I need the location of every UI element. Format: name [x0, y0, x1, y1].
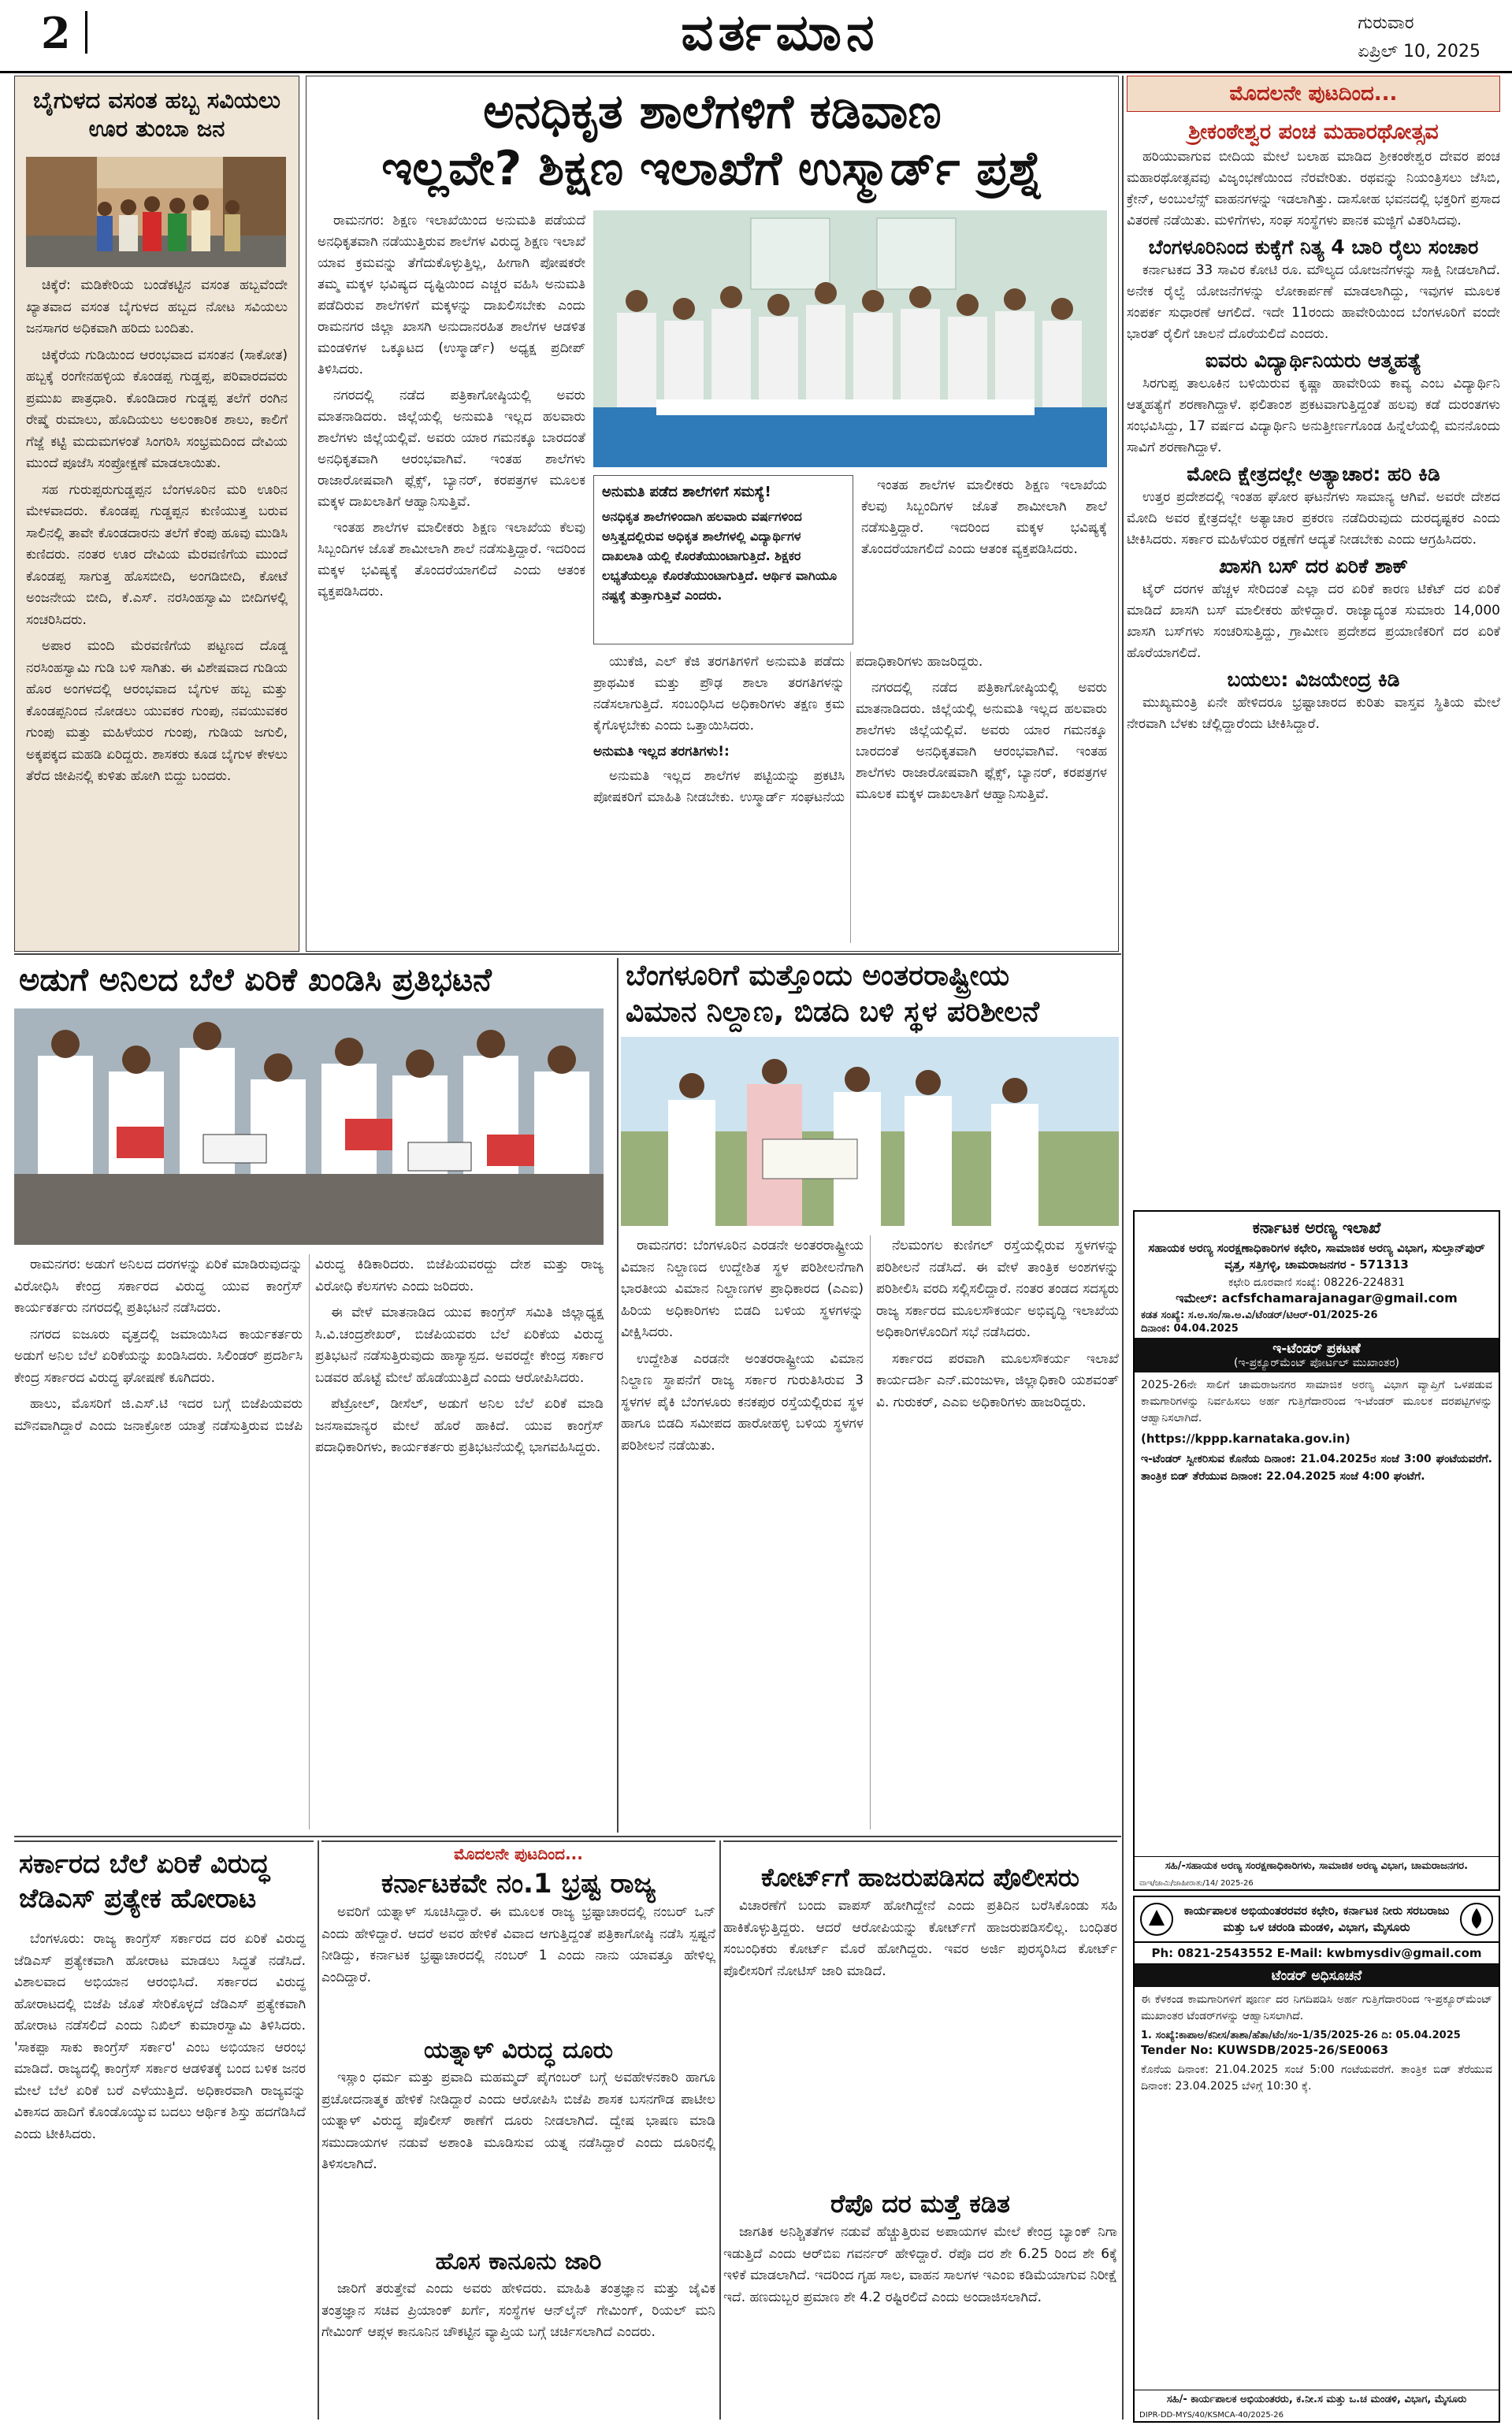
section-divider [14, 953, 1121, 955]
continued-heading: ಬಯಲು: ವಿಜಯೇಂದ್ರ ಕಿಡಿ [1227, 668, 1400, 691]
notice1-ref: ಕಡತ ಸಂಖ್ಯೆ: ಸ.ಅ.ಸಂ/ಸಾ.ಅ.ವಿ/ಟೆಂಡರ್/ಟಿಆರ್-01/2025-26 [1141, 1309, 1378, 1321]
corruption-body: ಅವರಿಗೆ ಯತ್ನಾಳ್ ಸೂಚಿಸಿದ್ದಾರೆ. ಈ ಮೂಲಕ ರಾಜ್ಯ ಭ್ರಷ್ಟಾಚಾರದಲ್ಲಿ ನಂಬರ್ ಒನ್ ಎಂದು ಹೇಳಿದ್ದಾರೆ. ಆದರೆ ಅವರ ಹೇಳಿಕೆ ವಿವಾದ ಆಗುತ್ತಿದ್ದಂತೆ ಪತ್ರಿಕಾಗೋಷ್ಠಿ ನಡೆಸಿ ಸ್ಪಷ್ಟನೆ ನೀಡಿದ್ದು, ಕರ್ನಾಟಕ ಭ್ರಷ್ಟಾಚಾರದಲ್ಲಿ ನಂಬರ್ 1 ಎಂದು ನಾನು ಯಾವತ್ತೂ ಹೇಳಿಲ್ಲ ಎಂದಿದ್ದಾರೆ. [321, 1904, 715, 1985]
airport-story-paragraph: ನೆಲಮಂಗಲ ಕುಣಿಗಲ್ ರಸ್ತೆಯಲ್ಲಿರುವ ಸ್ಥಳಗಳನ್ನು ಪರಿಶೀಲನೆ ನಡೆಸಿದೆ. ಈ ವೇಳೆ ತಾಂತ್ರಿಕ ಅಂಶಗಳನ್ನು ಪರಿಶೀಲಿಸಿ ವರದಿ ಸಲ್ಲಿಸಲಿದ್ದಾರೆ. ನಂತರ ತಂಡದ ಸದಸ್ಯರು ರಾಜ್ಯ ಸರ್ಕಾರದ ಮೂಲಸೌಕರ್ಯ ಅಭಿವೃದ್ಧಿ ಇಲಾಖೆಯ ಅಧಿಕಾರಿಗಳೊಂದಿಗೆ ಸಭೆ ನಡೆಸಿದರು. [876, 1238, 1119, 1340]
notice2-tender-no: Tender No: KUWSDB/2025-26/SE0063 [1141, 2043, 1389, 2057]
notice1-phone: ಕಛೇರಿ ದೂರವಾಣಿ ಸಂಖ್ಯೆ: 08226-224831 [1228, 1276, 1406, 1289]
newspaper-name: ವರ್ತಮಾನ [681, 3, 879, 62]
gas-story-paragraph: ಹಾಲು, ಮೊಸರಿಗೆ ಜಿ.ಎಸ್.ಟಿ ಇದರ ಬಗ್ಗೆ ಬಿಜೆಪಿಯವರು ಮೌನವಾಗಿದ್ದಾರೆ ಎಂದು ಜನಾಕ್ರೋಶ ಯಾತ್ರೆ ನಡೆಸುತ್ತಿರುವ ಬಿಜೆಪಿ ವಿರುದ್ಧ ಕಿಡಿಕಾರಿದರು. ಬಿಜೆಪಿಯವರದ್ದು ದೇಶ ಮತ್ತು ರಾಜ್ಯ ವಿರೋಧಿ ಕೆಲಸಗಳು ಎಂದು ಜರಿದರು. [14, 1257, 604, 1434]
continued-body: ಹರಿಯುವಾಗುವ ಬೀದಿಯ ಮೇಲೆ ಬಲಾಹ ಮಾಡಿದ ಶ್ರೀಕಂಠೇಶ್ವರ ದೇವರ ಪಂಚ ಮಹಾರಥೋತ್ಸವವು ವಿಜೃಂಭಣೆಯಿಂದ ನೆರವೇರಿತು. ರಥವನ್ನು ನಿಯಂತ್ರಿಸಲು ಜೆಸಿಬಿ, ಕ್ರೇನ್, ಅಂಬುಲೆನ್ಸ್ ವಾಹನಗಳನ್ನು ಇಡಲಾಗಿತ್ತು. ದಾಸೋಹ ಭವನದಲ್ಲಿ ಭಕ್ತರಿಗೆ ಪ್ರಸಾದ ವಿತರಣೆ ನಡೆಯಿತು. ಮಳಿಗೆಗಳು, ಸಂಘ ಸಂಸ್ಥೆಗಳು ಪಾನಕ ಮಜ್ಜಿಗೆ ವಿತರಿಸಿದವು. [1127, 149, 1500, 228]
top-story-paragraph: ರಾಮನಗರ: ಶಿಕ್ಷಣ ಇಲಾಖೆಯಿಂದ ಅನುಮತಿ ಪಡೆಯದೆ ಅನಧಿಕೃತವಾಗಿ ನಡೆಯುತ್ತಿರುವ ಶಾಲೆಗಳ ವಿರುದ್ಧ ಶಿಕ್ಷಣ ಇಲಾಖೆ ಯಾವ ಕ್ರಮವನ್ನು ತೆಗೆದುಕೊಳ್ಳುತ್ತಿಲ್ಲ, ಹೀಗಾಗಿ ಪೋಷಕರೇ ತಮ್ಮ ಮಕ್ಕಳ ಭವಿಷ್ಯದ ದೃಷ್ಟಿಯಿಂದ ಎಚ್ಚರ ವಹಿಸಿ ಅನುಮತಿ ಪಡೆದಿರುವ ಶಾಲೆಗಳಿಗೆ ಮಕ್ಕಳನ್ನು ದಾಖಲಿಸಬೇಕು ಎಂದು ರಾಮನಗರ ಜಿಲ್ಲಾ ಖಾಸಗಿ ಅನುದಾನರಹಿತ ಶಾಲೆಗಳ ಆಡಳಿತ ಮಂಡಳಿಗಳ ಒಕ್ಕೂಟದ (ಉಸ್ಮಾರ್ಡ್) ಅಧ್ಯಕ್ಷ ಪ್ರದೀಪ್ ತಿಳಿಸಿದರು. [318, 213, 585, 377]
repo-body: ಜಾಗತಿಕ ಅನಿಶ್ಚಿತತೆಗಳ ನಡುವೆ ಹೆಚ್ಚುತ್ತಿರುವ ಅಪಾಯಗಳ ಮೇಲೆ ಕೇಂದ್ರ ಬ್ಯಾಂಕ್ ನಿಗಾ ಇಡುತ್ತಿದೆ ಎಂದು ಆರ್‌ಬಿಐ ಗವರ್ನರ್ ಹೇಳಿದ್ದಾರೆ. ರೆಪೊ ದರ ಶೇ 6.25 ರಿಂದ ಶೇ 6ಕ್ಕೆ ಇಳಿಕೆ ಮಾಡಲಾಗಿದೆ. ಇದರಿಂದ ಗೃಹ ಸಾಲ, ವಾಹನ ಸಾಲಗಳ ಇಎಂಐ ಕಡಿಮೆಯಾಗುವ ನಿರೀಕ್ಷೆ ಇದೆ. ಹಣದುಬ್ಬರ ಪ್ರಮಾಣ ಶೇ 4.2 ರಷ್ಟಿರಲಿದೆ ಎಂದು ಅಂದಾಜಿಸಲಾಗಿದೆ. [723, 2224, 1117, 2305]
gas-story-paragraph: ಪೆಟ್ರೋಲ್, ಡೀಸೆಲ್, ಅಡುಗೆ ಅನಿಲ ಬೆಲೆ ಏರಿಕೆ ಮಾಡಿ ಜನಸಾಮಾನ್ಯರ ಮೇಲೆ ಹೊರೆ ಹಾಕಿದೆ. ಯುವ ಕಾಂಗ್ರೆಸ್ ಪದಾಧಿಕಾರಿಗಳು, ಕಾರ್ಯಕರ್ತರು ಪ್ರತಿಭಟನೆಯಲ್ಲಿ ಭಾಗವಹಿಸಿದ್ದರು. [315, 1396, 604, 1455]
notice2-title: ಟೆಂಡರ್ ಅಧಿಸೂಚನೆ [1135, 1965, 1499, 1987]
top-story-paragraph: ನಗರದಲ್ಲಿ ನಡೆದ ಪತ್ರಿಕಾಗೋಷ್ಠಿಯಲ್ಲಿ ಅವರು ಮಾತನಾಡಿದರು. ಜಿಲ್ಲೆಯಲ್ಲಿ ಅನುಮತಿ ಇಲ್ಲದ ಹಲವಾರು ಶಾಲೆಗಳು ಜಿಲ್ಲೆಯಲ್ಲಿವೆ. ಅವರು ಯಾರ ಗಮನಕ್ಕೂ ಬಾರದಂತೆ ಅನಧಿಕೃತವಾಗಿ ಆರಂಭವಾಗಿವೆ. ಇಂತಹ ಶಾಲೆಗಳು ರಾಜಾರೋಷವಾಗಿ ಫ್ಲೆಕ್ಸ್, ಬ್ಯಾನರ್, ಕರಪತ್ರಗಳ ಮೂಲಕ ಮಕ್ಕಳ ದಾಖಲಾತಿಗೆ ಆಹ್ವಾನಿಸುತ್ತಿವೆ. [318, 388, 585, 510]
notice2-code: DIPR-DD-MYS/40/KSMCA-40/2025-26 [1139, 2411, 1284, 2420]
new-law-body: ಜಾರಿಗೆ ತರುತ್ತೇವೆ ಎಂದು ಅವರು ಹೇಳಿದರು. ಮಾಹಿತಿ ತಂತ್ರಜ್ಞಾನ ಮತ್ತು ಜೈವಿಕ ತಂತ್ರಜ್ಞಾನ ಸಚಿವ ಪ್ರಿಯಾಂಕ್ ಖರ್ಗೆ, ಸಂಸ್ಥೆಗಳ ಆನ್‌ಲೈನ್ ಗೇಮಿಂಗ್, ರಿಯಲ್ ಮನಿ ಗೇಮಿಂಗ್ ಆಪ್ಗಳ ಕಾನೂನಿನ ಚೌಕಟ್ಟಿನ ವ್ಯಾಪ್ತಿಯ ಬಗ್ಗೆ ಚರ್ಚಿಸಲಾಗಿದೆ ಎಂದರು. [321, 2281, 715, 2340]
airport-story [621, 958, 1119, 1833]
airport-story-paragraph: ಉದ್ದೇಶಿತ ಎರಡನೇ ಅಂತರರಾಷ್ಟ್ರೀಯ ವಿಮಾನ ನಿಲ್ದಾಣ ಸ್ಥಾಪನೆಗೆ ರಾಜ್ಯ ಸರ್ಕಾರ ಗುರುತಿಸಿರುವ 3 ಸ್ಥಳಗಳ ಪೈಕಿ ಬೆಂಗಳೂರು ಕನಕಪುರ ರಸ್ತೆಯಲ್ಲಿರುವ ಸ್ಥಳ ಹಾಗೂ ಬಿಡದಿ ಸಮೀಪದ ಹಾರೋಹಳ್ಳಿ ಬಳಿಯ ಸ್ಥಳಗಳ ಪರಿಶೀಲನೆ ನಡೆಯಿತು. [621, 1350, 864, 1454]
court-body: ವಿಚಾರಣೆಗೆ ಬಂದು ವಾಪಸ್ ಹೋಗಿದ್ದೇನೆ ಎಂದು ಪ್ರತಿದಿನ ಬರೆಸಿಕೊಂಡು ಸಹಿ ಹಾಕಿಕೊಳ್ಳುತ್ತಿದ್ದರು. ಆದರೆ ಆರೋಪಿಯನ್ನು ಕೋರ್ಟ್‌ಗೆ ಹಾಜರುಪಡಿಸಲಿಲ್ಲ. ಬಂಧಿತರ ಸಂಬಂಧಿಕರು ಕೋರ್ಟ್ ಮೊರೆ ಹೋಗಿದ್ದರು. ಇವರ ಅರ್ಜಿ ಪುರಸ್ಕರಿಸಿದ ಕೋರ್ಟ್ ಪೊಲೀಸರಿಗೆ ನೋಟಿಸ್ ಜಾರಿ ಮಾಡಿದೆ. [723, 1898, 1117, 1979]
page-number: 2 [41, 8, 71, 58]
notice1-body: 2025-26ನೇ ಸಾಲಿಗೆ ಚಾಮರಾಜನಗರ ಸಾಮಾಜಿಕ ಅರಣ್ಯ ವಿಭಾಗ ವ್ಯಾಪ್ತಿಗೆ ಒಳಪಡುವ ಕಾಮಗಾರಿಗಳನ್ನು ನಿರ್ವಹಿಸಲು ಅರ್ಹ ಗುತ್ತಿಗೆದಾರರಿಂದ ಇ-ಟೆಂಡರ್ ಮೂಲಕ ದರಪಟ್ಟಿಗಳನ್ನು ಆಹ್ವಾನಿಸಲಾಗಿದೆ. [1141, 1379, 1492, 1424]
front-continued-items [1127, 118, 1500, 735]
notice2-dates: ಕೊನೆಯ ದಿನಾಂಕ: 21.04.2025 ಸಂಜೆ 5:00 ಗಂಟೆಯವರೆಗೆ. ತಾಂತ್ರಿಕ ಬಿಡ್ ತೆರೆಯುವ ದಿನಾಂಕ: 23.04.2025 ಬೆಳಿಗ್ಗೆ 10:30 ಕ್ಕೆ. [1141, 2063, 1492, 2093]
left-story-body [26, 275, 288, 793]
top-story-paragraph: ಯುಕೆಜಿ, ಎಲ್ ಕೆಜಿ ತರಗತಿಗಳಿಗೆ ಅನುಮತಿ ಪಡೆದು ಪ್ರಾಥಮಿಕ ಮತ್ತು ಪ್ರೌಢ ಶಾಲಾ ತರಗತಿಗಳನ್ನು ನಡೆಸಲಾಗುತ್ತಿದೆ. ಸಂಬಂಧಿಸಿದ ಅಧಿಕಾರಿಗಳು ತಕ್ಷಣ ಕ್ರಮ ಕೈಗೊಳ್ಳಬೇಕು ಎಂದು ಒತ್ತಾಯಿಸಿದರು. [593, 654, 845, 734]
issue-date: ಏಪ್ರಿಲ್ 10, 2025 [1358, 42, 1480, 61]
left-story-paragraph: ಚಿಕ್ಕೆರೆ: ಮಡಿಕೇರಿಯ ಬಂಡೆಕಟ್ಟಿನ ವಸಂತ ಹಬ್ಬವೆಂದೇ ಖ್ಯಾತವಾದ ವಸಂತ ಬೈಗುಳದ ಹಬ್ಬದ ನೋಟ ಸವಿಯಲು ಜನಸಾಗರ ಅಧಿಕವಾಗಿ ಹರಿದು ಬಂದಿತು. [26, 277, 288, 336]
top-story-paragraph: ಇಂತಹ ಶಾಲೆಗಳ ಮಾಲೀಕರು ಶಿಕ್ಷಣ ಇಲಾಖೆಯ ಕೆಲವು ಸಿಬ್ಬಂದಿಗಳ ಜೊತೆ ಶಾಮೀಲಾಗಿ ಶಾಲೆ ನಡೆಸುತ್ತಿದ್ದಾರೆ. ಇದರಿಂದ ಮಕ್ಕಳ ಭವಿಷ್ಯಕ್ಕೆ ತೊಂದರೆಯಾಗಲಿದೆ ಎಂದು ಆತಂಕ ವ್ಯಕ್ತಪಡಿಸಿದರು. [318, 520, 585, 600]
new-law-heading: ಹೊಸ ಕಾನೂನು ಜಾರಿ [435, 2248, 602, 2275]
airport-inspection-photo [621, 1037, 1119, 1226]
continued-heading: ಮೋದಿ ಕ್ಷೇತ್ರದಲ್ಲೇ ಅತ್ಯಾಚಾರ: ಹರಿ ಕಿಡಿ [1187, 462, 1440, 485]
top-story-body-right [861, 475, 1107, 656]
bottom-continued-label: ಮೊದಲನೇ ಪುಟದಿಂದ... [454, 1844, 583, 1863]
notice1-dates: ಇ-ಟೆಂಡರ್ ಸ್ವೀಕರಿಸುವ ಕೊನೆಯ ದಿನಾಂಕ: 21.04.2025ರ ಸಂಜೆ 3:00 ಘಂಟೆಯವರೆಗೆ. ತಾಂತ್ರಿಕ ಬಿಡ್ ತೆರೆಯುವ ದಿನಾಂಕ: 22.04.2025 ಸಂಜೆ 4:00 ಘಂಟೆಗೆ. [1141, 1453, 1492, 1483]
page-number-divider [85, 11, 87, 54]
gas-story-paragraph: ನಗರದ ಐಜೂರು ವೃತ್ತದಲ್ಲಿ ಜಮಾಯಿಸಿದ ಕಾರ್ಯಕರ್ತರು ಅಡುಗೆ ಅನಿಲ ಬೆಲೆ ಏರಿಕೆಯನ್ನು ಖಂಡಿಸಿದರು. ಸಿಲಿಂಡರ್ ಪ್ರದರ್ಶಿಸಿ ಕೇಂದ್ರ ಸರ್ಕಾರದ ವಿರುದ್ಧ ಘೋಷಣೆ ಕೂಗಿದರು. [14, 1326, 303, 1386]
meeting-photo [593, 210, 1107, 467]
meeting-photo-image [593, 210, 1107, 467]
government-emblem-icon [1139, 1902, 1174, 1937]
airport-story-paragraph: ಸರ್ಕಾರದ ಪರವಾಗಿ ಮೂಲಸೌಕರ್ಯ ಇಲಾಖೆ ಕಾರ್ಯದರ್ಶಿ ಎನ್.ಮಂಜುಳಾ, ಜಿಲ್ಲಾಧಿಕಾರಿ ಯಶವಂತ್ ವಿ. ಗುರುಕರ್, ಎಎಐ ಅಧಿಕಾರಿಗಳು ಹಾಜರಿದ್ದರು. [876, 1350, 1119, 1410]
continued-heading: ಖಾಸಗಿ ಬಸ್ ದರ ಏರಿಕೆ ಶಾಕ್ [1219, 555, 1408, 578]
notice2-phone: Ph: 0821-2543552 E-Mail: kwbmysdiv@gmail.com [1135, 1943, 1499, 1965]
front-continued-column [1127, 76, 1500, 1202]
photo-caption-title: ಅನುಮತಿ ಪಡೆದ ಶಾಲೆಗಳಿಗೆ ಸಮಸ್ಯೆ! [602, 484, 771, 500]
continued-body: ಕರ್ನಾಟಕದ 33 ಸಾವಿರ ಕೋಟಿ ರೂ. ಮೌಲ್ಯದ ಯೋಜನೆಗಳನ್ನು ಸಾಕ್ಷಿ ನೀಡಲಾಗಿದೆ. ಅನೇಕ ರೈಲ್ವೆ ಯೋಜನೆಗಳನ್ನು ಲೋಕಾರ್ಪಣೆ ಮಾಡಲಾಗಿದ್ದು, ಇವುಗಳ ಮೂಲಕ ಸಂಪರ್ಕ ಸುಧಾರಣೆ ಆಗಲಿದೆ. ಇದೇ 11ರಂದು ಹಾವೇರಿಯಿಂದ ಬೆಂಗಳೂರಿಗೆ ವಂದೇ ಭಾರತ್ ರೈಲಿಗೆ ಚಾಲನೆ ದೊರೆಯಲಿದೆ ಎಂದರು. [1127, 262, 1500, 342]
weekday: ಗುರುವಾರ [1358, 13, 1414, 33]
date-block [1358, 9, 1480, 66]
notice2-ref: 1. ಸಂಖ್ಯೆ:ಕಾಪಾಅ/ಕನೀಸ/ತಾಶಾ/ಹೆತಾ/ಟೆಂ/ಸಂ-1/35/2025-26 ದಿ: 05.04.2025 [1141, 2030, 1461, 2041]
notice1-title-bar [1135, 1338, 1499, 1372]
left-story-paragraph: ಚಿಕ್ಕೆರೆಯ ಗುಡಿಯಿಂದ ಆರಂಭವಾದ ವಸಂತನ (ಸಾಕೋತ) ಹಬ್ಬಕ್ಕೆ ರಂಗೇನಹಳ್ಳಿಯ ಕೊಂಡಪ್ಪ ಗುಡ್ಡಪ್ಪ, ಪರಿವಾರದವರು ಪ್ರಮುಖ ಪಾತ್ರಧಾರಿ. ಕೊಂಡಿದಾರ ಗುಡ್ಡಪ್ಪ ತಲೆಗೆ ರಂಗಿನ ರೇಷ್ಮೆ ರುಮಾಲು, ಹೊದಿಯಲು ಅಲಂಕಾರಿಕ ಶಾಲು, ಕಾಲಿಗೆ ಗೆಜ್ಜೆ ಕಟ್ಟಿ ಮದುಮಗಳಂತೆ ಸಿಂಗರಿಸಿ ಸಂಭ್ರಮದಿಂದ ದೇವಿಯ ಮುಂದೆ ಪೂಜೆಸಿ ಸಂಪ್ರೋಕ್ಷಣೆ ಮಾಡಲಾಯಿತು. [26, 347, 288, 471]
protest-photo [14, 1008, 604, 1245]
notice1-title: ಇ-ಟೆಂಡರ್ ಪ್ರಕಟಣೆ [1272, 1341, 1361, 1357]
front-continued-label: ಮೊದಲನೇ ಪುಟದಿಂದ... [1127, 76, 1500, 112]
gas-story-paragraph: ಈ ವೇಳೆ ಮಾತನಾಡಿದ ಯುವ ಕಾಂಗ್ರೆಸ್ ಸಮಿತಿ ಜಿಲ್ಲಾಧ್ಯಕ್ಷ ಸಿ.ವಿ.ಚಂದ್ರಶೇಖರ್, ಬಿಜೆಪಿಯವರು ಬೆಲೆ ಏರಿಕೆಯ ವಿರುದ್ಧ ಪ್ರತಿಭಟನೆ ನಡೆಸುತ್ತಿರುವುದು ಹಾಸ್ಯಾಸ್ಪದ. ಅವರದ್ದೇ ಕೇಂದ್ರ ಸರ್ಕಾರ ಬಡವರ ಹೊಟ್ಟೆ ಮೇಲೆ ಹೊಡೆಯುತ್ತಿದೆ ಎಂದು ಆರೋಪಿಸಿದರು. [315, 1305, 604, 1386]
court-heading: ಕೋರ್ಟ್‌ಗೆ ಹಾಜರುಪಡಿಸದ ಪೊಲೀಸರು [761, 1863, 1079, 1892]
continued-heading: ಶ್ರೀಕಂಠೇಶ್ವರ ಪಂಚ ಮಹಾರಥೋತ್ಸವ [1188, 120, 1439, 144]
continued-body: ಟೈರ್ ದರಗಳ ಹೆಚ್ಚಳ ಸೇರಿದಂತೆ ಎಲ್ಲಾ ದರ ಏರಿಕೆ ಕಾರಣ ಟಿಕೆಟ್ ದರ ಏರಿಕೆ ಮಾಡಿದೆ ಖಾಸಗಿ ಬಸ್ ಮಾಲೀಕರು ಹೇಳಿದ್ದಾರೆ. ರಾಜ್ಯಾದ್ಯಂತ ಸುಮಾರು 14,000 ಖಾಸಗಿ ಬಸ್‌ಗಳು ಸಂಚರಿಸುತ್ತಿದ್ದು, ಗ್ರಾಮೀಣ ಪ್ರದೇಶದ ಪ್ರಯಾಣಿಕರಿಗೆ ದರ ಏರಿಕೆ ಹೊರೆಯಾಗಲಿದೆ. [1127, 581, 1500, 661]
notice1-email: ಇಮೇಲ್: acfsfchamarajanagar@gmail.com [1176, 1291, 1458, 1305]
airport-inspection-photo-image [621, 1037, 1119, 1226]
airport-story-paragraph: ರಾಮನಗರ: ಬೆಂಗಳೂರಿನ ಎರಡನೇ ಅಂತರರಾಷ್ಟ್ರೀಯ ವಿಮಾನ ನಿಲ್ದಾಣದ ಉದ್ದೇಶಿತ ಸ್ಥಳ ಪರಿಶೀಲನೆಗಾಗಿ ಭಾರತೀಯ ವಿಮಾನ ನಿಲ್ದಾಣಗಳ ಪ್ರಾಧಿಕಾರದ (ಎಎಐ) ಹಿರಿಯ ಅಧಿಕಾರಿಗಳು ಬಿಡದಿ ಬಳಿಯ ಸ್ಥಳಗಳನ್ನು ವೀಕ್ಷಿಸಿದರು. [621, 1238, 864, 1340]
protest-photo-image [14, 1008, 604, 1245]
jds-story-body: ಬೆಂಗಳೂರು: ರಾಜ್ಯ ಕಾಂಗ್ರೆಸ್ ಸರ್ಕಾರದ ದರ ಏರಿಕೆ ವಿರುದ್ಧ ಜೆಡಿಎಸ್ ಪ್ರತ್ಯೇಕವಾಗಿ ಹೋರಾಟ ಮಾಡಲು ಸಿದ್ಧತೆ ನಡೆಸಿದೆ. ವಿಶಾಲವಾದ ಅಭಿಯಾನ ಆರಂಭಿಸಿದೆ. ಸರ್ಕಾರದ ವಿರುದ್ಧ ಹೋರಾಟದಲ್ಲಿ ಬಿಜೆಪಿ ಜೊತೆ ಸೇರಿಕೊಳ್ಳದೆ ಜೆಡಿಎಸ್ ಪ್ರತ್ಯೇಕವಾಗಿ ಹೋರಾಟ ನಡೆಸಲಿದೆ ಎಂದು ನಿಖಿಲ್ ಕುಮಾರಸ್ವಾಮಿ ತಿಳಿಸಿದರು. 'ಸಾಕಪ್ಪಾ ಸಾಕು ಕಾಂಗ್ರೆಸ್ ಸರ್ಕಾರ' ಎಂಬ ಅಭಿಯಾನ ಆರಂಭ ಮಾಡಿದೆ. ರಾಜ್ಯದಲ್ಲಿ ಕಾಂಗ್ರೆಸ್ ಸರ್ಕಾರ ಆಡಳಿತಕ್ಕೆ ಬಂದ ಬಳಿಕ ಜನರ ಮೇಲೆ ಬೆಲೆ ಏರಿಕೆ ಬರೆ ಎಳೆಯುತ್ತಿದೆ. ಅಧಿಕಾರವಾಗಿ ರಾಜ್ಯವನ್ನು ವಿಕಾಸದ ಹಾದಿಗೆ ಕೊಂಡೊಯ್ಯುವ ಬದಲು ಆರ್ಥಿಕ ಶಿಸ್ತು ಹದಗೆಡಿಸಿದೆ ಎಂದು ಟೀಕಿಸಿದರು. [14, 1931, 306, 2142]
gas-price-story [14, 958, 613, 1833]
notice2-office: ಕಾರ್ಯಪಾಲಕ ಅಭಿಯಂತರರವರ ಕಛೇರಿ, ಕರ್ನಾಟಕ ನೀರು ಸರಬರಾಜು ಮತ್ತು ಒಳ ಚರಂಡಿ ಮಂಡಳಿ, ವಿಭಾಗ, ಮೈಸೂರು [1183, 1903, 1450, 1934]
column-divider [719, 1840, 721, 2420]
masthead [0, 0, 1512, 73]
notice1-footer: ಸಹಿ/-ಸಹಾಯಕ ಅರಣ್ಯ ಸಂರಕ್ಷಣಾಧಿಕಾರಿಗಳು, ಸಾಮಾಜಿಕ ಅರಣ್ಯ ವಿಭಾಗ, ಚಾಮರಾಜನಗರ. [1135, 1856, 1499, 1872]
forest-tender-notice [1133, 1210, 1500, 1891]
column-divider [617, 958, 619, 1833]
top-story-paragraph: ಅನುಮತಿ ಇಲ್ಲದ ಶಾಲೆಗಳ ಪಟ್ಟಿಯನ್ನು ಪ್ರಕಟಿಸಿ ಪೋಷಕರಿಗೆ ಮಾಹಿತಿ ನೀಡಬೇಕು. ಉಸ್ಮಾರ್ಡ್ ಸಂಘಟನೆಯ ಪದಾಧಿಕಾರಿಗಳು ಹಾಜರಿದ್ದರು. [593, 654, 983, 805]
notice1-code: ವಾಇ/ಜಾಮಿ/ಜಾಹೀರಾತು/14/ 2025-26 [1139, 1879, 1254, 1888]
top-story-subhead-text: ಅನುಮತಿ ಇಲ್ಲದ ತರಗತಿಗಳು!: [593, 744, 730, 760]
continued-heading: ಬೆಂಗಳೂರಿನಿಂದ ಕುಕ್ಕೆಗೆ ನಿತ್ಯ 4 ಬಾರಿ ರೈಲು ಸಂಚಾರ [1148, 236, 1479, 258]
notice1-subtitle: (ಇ-ಪ್ರಕ್ಯೂರ್‌ಮೆಂಟ್ ಪೋರ್ಟಲ್ ಮುಖಾಂತರ) [1233, 1357, 1400, 1369]
bottom-continued [321, 1840, 715, 2421]
airport-story-body [621, 1235, 1119, 1829]
top-story-subhead [593, 741, 845, 763]
notice1-dept: ಕರ್ನಾಟಕ ಅರಣ್ಯ ಇಲಾಖೆ [1252, 1218, 1381, 1237]
top-story-paragraph: ನಗರದಲ್ಲಿ ನಡೆದ ಪತ್ರಿಕಾಗೋಷ್ಠಿಯಲ್ಲಿ ಅವರು ಮಾತನಾಡಿದರು. ಜಿಲ್ಲೆಯಲ್ಲಿ ಅನುಮತಿ ಇಲ್ಲದ ಹಲವಾರು ಶಾಲೆಗಳು ಜಿಲ್ಲೆಯಲ್ಲಿವೆ. ಅವರು ಯಾರ ಗಮನಕ್ಕೂ ಬಾರದಂತೆ ಅನಧಿಕೃತವಾಗಿ ಆರಂಭವಾಗಿವೆ. ಇಂತಹ ಶಾಲೆಗಳು ರಾಜಾರೋಷವಾಗಿ ಫ್ಲೆಕ್ಸ್, ಬ್ಯಾನರ್, ಕರಪತ್ರಗಳ ಮೂಲಕ ಮಕ್ಕಳ ದಾಖಲಾತಿಗೆ ಆಹ್ವಾನಿಸುತ್ತಿವೆ. [856, 680, 1107, 802]
gas-story-paragraph: ರಾಮನಗರ: ಅಡುಗೆ ಅನಿಲದ ದರಗಳನ್ನು ಏರಿಕೆ ಮಾಡಿರುವುದನ್ನು ವಿರೋಧಿಸಿ ಕೇಂದ್ರ ಸರ್ಕಾರದ ವಿರುದ್ಧ ಯುವ ಕಾಂಗ್ರೆಸ್ ಕಾರ್ಯಕರ್ತರು ನಗರದಲ್ಲಿ ಪ್ರತಿಭಟನೆ ನಡೆಸಿದರು. [14, 1257, 303, 1316]
continued-body: ಸಿರಗುಪ್ಪ ತಾಲೂಕಿನ ಬಳಿಯಿರುವ ಕೃಷ್ಣಾ ಹಾವೇರಿಯ ಕಾವ್ಯ ಎಂಬ ವಿದ್ಯಾರ್ಥಿನಿ ಆತ್ಮಹತ್ಯೆಗೆ ಶರಣಾಗಿದ್ದಾಳೆ. ಫಲಿತಾಂಶ ಪ್ರಕಟವಾಗುತ್ತಿದ್ದಂತೆ ಹಲವು ಕಡೆ ದುರಂತಗಳು ಸಂಭವಿಸಿದ್ದು, 17 ವರ್ಷದ ವಿದ್ಯಾರ್ಥಿನಿ ಅನುತ್ತೀರ್ಣಗೊಂಡ ಹಿನ್ನೆಲೆಯಲ್ಲಿ ಮನನೊಂದು ಸಾವಿಗೆ ಶರಣಾಗಿದ್ದಾಳೆ. [1127, 376, 1500, 455]
yatnal-heading: ಯತ್ನಾಳ್ ವಿರುದ್ಧ ದೂರು [423, 2037, 614, 2064]
left-story [14, 76, 299, 952]
continued-heading: ಐವರು ವಿದ್ಯಾರ್ಥಿನಿಯರು ಆತ್ಮಹತ್ಯೆ [1205, 349, 1422, 372]
airport-story-headline-line2: ವಿಮಾನ ನಿಲ್ದಾಣ, ಬಿಡದಿ ಬಳಿ ಸ್ಥಳ ಪರಿಶೀಲನೆ [626, 996, 1040, 1028]
column-divider [1122, 76, 1124, 2420]
left-story-headline: ಬೈಗುಳದ ವಸಂತ ಹಬ್ಬ ಸವಿಯಲು ಊರ ತುಂಬಾ ಜನ [33, 87, 280, 142]
corruption-heading: ಕರ್ನಾಟಕವೇ ನಂ.1 ಭ್ರಷ್ಟ ರಾಜ್ಯ [381, 1868, 656, 1900]
top-story-body-left [318, 210, 585, 943]
top-story-paragraph: ಇಂತಹ ಶಾಲೆಗಳ ಮಾಲೀಕರು ಶಿಕ್ಷಣ ಇಲಾಖೆಯ ಕೆಲವು ಸಿಬ್ಬಂದಿಗಳ ಜೊತೆ ಶಾಮೀಲಾಗಿ ಶಾಲೆ ನಡೆಸುತ್ತಿದ್ದಾರೆ. ಇದರಿಂದ ಮಕ್ಕಳ ಭವಿಷ್ಯಕ್ಕೆ ತೊಂದರೆಯಾಗಲಿದೆ ಎಂದು ಆತಂಕ ವ್ಯಕ್ತಪಡಿಸಿದರು. [861, 477, 1107, 557]
jds-story [14, 1840, 314, 2421]
notice2-header [1135, 1897, 1499, 1943]
notice1-office: ಸಹಾಯಕ ಅರಣ್ಯ ಸಂರಕ್ಷಣಾಧಿಕಾರಿಗಳ ಕಛೇರಿ, ಸಾಮಾಜಿಕ ಅರಣ್ಯ ವಿಭಾಗ, ಸುಲ್ತಾನ್‌ಪುರ್ ವೃತ್ತ, ಸತ್ತಿಗಳ್ಳಿ, ಚಾಮರಾಜನಗರ - 571313 [1148, 1241, 1485, 1272]
left-story-paragraph: ಅಪಾರ ಮಂದಿ ಮೆರವಣಿಗೆಯ ಪಟ್ಟಣದ ದೊಡ್ಡ ನರಸಿಂಹಸ್ವಾಮಿ ಗುಡಿ ಬಳಿ ಸಾಗಿತು. ಈ ವಿಶೇಷವಾದ ಗುಡಿಯ ಹೊರ ಅಂಗಳದಲ್ಲಿ ಆರಂಭವಾದ ಬೈಗುಳ ಹಬ್ಬ ಮತ್ತು ಕೊಂಡಪ್ಪನಿಂದ ನೋಡಲು ಯುವಕರ ಗುಂಪು, ನವಯುವಕರ ಗುಂಪು ಮತ್ತು ಮಹಿಳೆಯರ ಗುಂಪು, ಗುಡಿಯ ಜಗುಲಿ, ಅಕ್ಕಪಕ್ಕದ ಮಹಡಿ ಏರಿದ್ದರು. ಶಾಸಕರು ಕೂಡ ಬೈಗುಳ ಕೇಳಲು ತೆರೆದ ಜೀಪಿನಲ್ಲಿ ಕುಳಿತು ಹೋಗಿ ಬಿದ್ದು ಬಂದರು. [26, 638, 288, 784]
yatnal-body: ಇಸ್ಲಾಂ ಧರ್ಮ ಮತ್ತು ಪ್ರವಾದಿ ಮಹಮ್ಮದ್ ಪೈಗಂಬರ್ ಬಗ್ಗೆ ಅವಹೇಳನಕಾರಿ ಹಾಗೂ ಪ್ರಚೋದನಾತ್ಮಕ ಹೇಳಿಕೆ ನೀಡಿದ್ದಾರೆ ಎಂದು ಆರೋಪಿಸಿ ಬಿಜೆಪಿ ಶಾಸಕ ಬಸನಗೌಡ ಪಾಟೀಲ ಯತ್ನಾಳ್ ವಿರುದ್ಧ ಪೊಲೀಸ್ ಠಾಣೆಗೆ ದೂರು ನೀಡಲಾಗಿದೆ. ದ್ವೇಷ ಭಾಷಣ ಮಾಡಿ ಸಮುದಾಯಗಳ ನಡುವೆ ಅಶಾಂತಿ ಮೂಡಿಸುವ ಯತ್ನ ನಡೆಸಿದ್ದಾರೆ ಎಂದು ದೂರಿನಲ್ಲಿ ತಿಳಿಸಲಾಗಿದೆ. [321, 2070, 715, 2172]
gas-story-headline: ಅಡುಗೆ ಅನಿಲದ ಬೆಲೆ ಏರಿಕೆ ಖಂಡಿಸಿ ಪ್ರತಿಭಟನೆ [19, 962, 492, 998]
water-board-tender-notice [1133, 1896, 1500, 2423]
section-divider [14, 1836, 1121, 1837]
photo-caption: ಅನಧಿಕೃತ ಶಾಲೆಗಳಿಂದಾಗಿ ಹಲವಾರು ವರ್ಷಗಳಿಂದ ಅಸ್ತಿತ್ವದಲ್ಲಿರುವ ಅಧಿಕೃತ ಶಾಲೆಗಳಲ್ಲಿ ವಿದ್ಯಾರ್ಥಿಗಳ ದಾಖಲಾತಿ ಯಲ್ಲಿ ಕೊರತೆಯುಂಟಾಗುತ್ತಿದೆ. ಶಿಕ್ಷಕರ ಲಭ್ಯತೆಯಲ್ಲೂ ಕೊರತೆಯುಂಟಾಗುತ್ತಿದೆ. ಆರ್ಥಿಕ ವಾಗಿಯೂ ನಷ್ಟಕ್ಕೆ ತುತ್ತಾಗುತ್ತಿವೆ ಎಂದರು. [602, 509, 838, 603]
festival-photo-image [26, 157, 286, 267]
continued-body: ಉತ್ತರ ಪ್ರದೇಶದಲ್ಲಿ ಇಂತಹ ಘೋರ ಘಟನೆಗಳು ಸಾಮಾನ್ಯ ಆಗಿವೆ. ಅವರೇ ದೇಶದ ಮೋದಿ ಅವರ ಕ್ಷೇತ್ರದಲ್ಲೇ ಅತ್ಯಾಚಾರ ಪ್ರಕರಣ ನಡೆದಿರುವುದು ದುರದೃಷ್ಟಕರ ಎಂದು ಟೀಕಿಸಿದರು. ಸರ್ಕಾರ ಮಹಿಳೆಯರ ರಕ್ಷಣೆಗೆ ಆದ್ಯತೆ ನೀಡಬೇಕು ಎಂದು ಆಗ್ರಹಿಸಿದರು. [1127, 489, 1500, 548]
repo-heading: ರೆಪೊ ದರ ಮತ್ತೆ ಕಡಿತ [830, 2189, 1010, 2219]
continued-body: ಮುಖ್ಯಮಂತ್ರಿ ಏನೇ ಹೇಳಿದರೂ ಭ್ರಷ್ಟಾಚಾರದ ಕುರಿತು ವಾಸ್ತವ ಸ್ಥಿತಿಯ ಮೇಲೆ ನೇರವಾಗಿ ಬೆಳಕು ಚೆಲ್ಲಿದ್ದಾರೆಂದು ಟೀಕಿಸಿದ್ದಾರೆ. [1127, 695, 1500, 732]
water-board-logo-icon [1459, 1902, 1494, 1937]
festival-photo [26, 157, 286, 267]
top-story-headline-line2: ಇಲ್ಲವೇ? ಶಿಕ್ಷಣ ಇಲಾಖೆಗೆ ಉಸ್ಮಾರ್ಡ್ ಪ್ರಶ್ನೆ [381, 141, 1043, 196]
column-divider [318, 1840, 319, 2420]
airport-story-headline-line1: ಬೆಂಗಳೂರಿಗೆ ಮತ್ತೊಂದು ಅಂತರರಾಷ್ಟ್ರೀಯ [626, 960, 1010, 992]
top-story-headline-line1: ಅನಧಿಕೃತ ಶಾಲೆಗಳಿಗೆ ಕಡಿವಾಣ [483, 84, 942, 139]
notice1-date: ದಿನಾಂಕ: 04.04.2025 [1141, 1323, 1239, 1335]
top-story-body-bottom [593, 652, 1107, 943]
gas-story-body [14, 1254, 604, 1829]
bottom-right-stories [723, 1840, 1117, 2421]
jds-story-headline: ಸರ್ಕಾರದ ಬೆಲೆ ಏರಿಕೆ ವಿರುದ್ಧ ಜೆಡಿಎಸ್ ಪ್ರತ್ಯೇಕ ಹೋರಾಟ [19, 1848, 270, 1915]
top-story [306, 76, 1119, 952]
notice1-portal: (https://kppp.karnataka.gov.in) [1141, 1432, 1350, 1446]
notice2-footer: ಸಹಿ/- ಕಾರ್ಯಪಾಲಕ ಅಭಿಯಂತರರು, ಕ.ನೀ.ಸ ಮತ್ತು ಒ.ಚ ಮಂಡಳಿ, ವಿಭಾಗ, ಮೈಸೂರು [1135, 2390, 1499, 2405]
left-story-paragraph: ಸಹ ಗುರುಪ್ಪರುಗುಡ್ಡಪ್ಪನ ಬೆಂಗಳೂರಿನ ಮರಿ ಊರಿನ ಮೇಳವಾದರು. ಕೊಂಡಪ್ಪ ಗುಡ್ಡಪ್ಪನ ಕುಣಿಯುತ್ತ ಬರುವ ಸಾಲಿನಲ್ಲಿ ತಾವೇ ಕೊಂಡದಾರನು ತಲೆಗೆ ಕೆಂಪು ಹೂವು ಮುಡಿಸಿ ಕುಣಿದರು. ನಂತರ ಊರ ದೇವಿಯ ಮೆರವಣಿಗೆಯ ಮುಂದೆ ಕೊಂಡಪ್ಪ ಸಾಗುತ್ತ ಹೊಸಬೀದಿ, ಅಂಗಡಿಬೀದಿ, ಕೋಟೆ ಅಂಜನೇಯ ಬೀದಿ, ಕೆ.ಎಸ್. ನರಸಿಂಹಸ್ವಾಮಿ ಬೀದಿಗಳಲ್ಲಿ ಸಂಚರಿಸಿದರು. [26, 481, 288, 628]
notice2-body: ಈ ಕೆಳಕಂಡ ಕಾಮಗಾರಿಗಳಿಗೆ ಪೂರ್ಣ ದರ ನಿಗದಿಪಡಿಸಿ ಅರ್ಹ ಗುತ್ತಿಗೆದಾರರಿಂದ ಇ-ಪ್ರಕ್ಯೂರ್‌ಮೆಂಟ್ ಮುಖಾಂತರ ಟೆಂಡರ್‌ಗಳನ್ನು ಆಹ್ವಾನಿಸಲಾಗಿದೆ. [1141, 1993, 1492, 2022]
photo-caption-box [593, 475, 853, 644]
